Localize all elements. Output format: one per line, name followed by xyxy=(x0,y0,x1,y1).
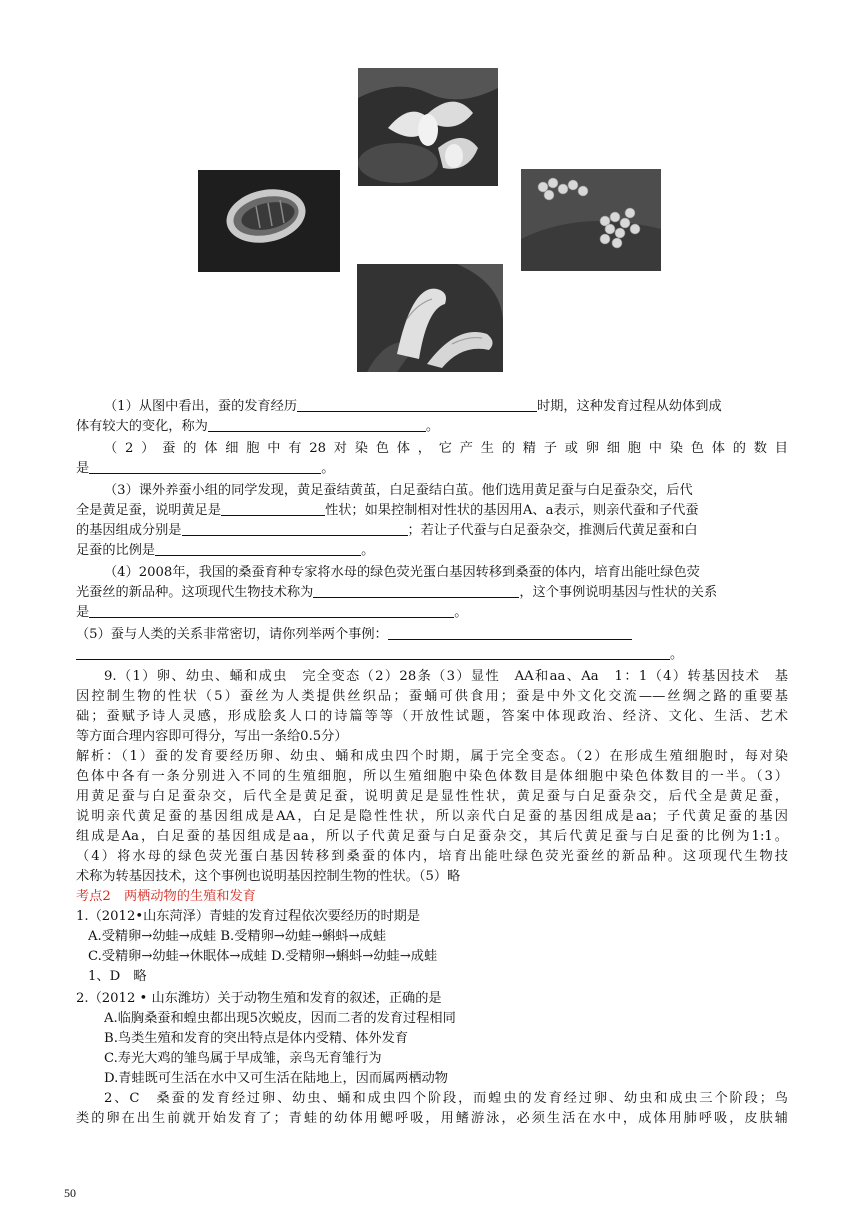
q9-part3-line3 xyxy=(76,521,788,540)
q2-stem: 2.（2012 • 山东潍坊）关于动物生殖和发育的叙述，正确的是 xyxy=(76,991,442,1006)
analysis-line3: 用黄足蚕与白足蚕杂交，后代全是黄足蚕，说明黄足是显性性状，黄足蚕与白足蚕杂交，后代全是黄足蚕， xyxy=(76,789,788,804)
answer9-line4: 等方面合理内容即可得分，写出一条给0.5分） xyxy=(76,729,348,744)
section-heading: 考点2 两栖动物的生殖和发育 xyxy=(76,889,256,904)
q9-part2-line1 xyxy=(104,439,788,458)
q9-text: （3）课外养蚕小组的同学发现，黄足蚕结黄茧，白足蚕结白茧。他们选用黄足蚕与白足蚕杂交，后代 xyxy=(104,483,693,498)
q9-part5-line1 xyxy=(76,625,788,644)
q9-part1-line1 xyxy=(104,397,788,416)
q9-text: 。 xyxy=(670,647,684,662)
analysis-line6: （4）将水母的绿色荧光蛋白基因转移到桑蚕的体内，培育出能吐绿色荧光蚕丝的新品种。这项现代生物技 xyxy=(76,849,788,864)
q9-text: ，这个事例说明基因与性状的关系 xyxy=(519,585,718,600)
analysis-line2: 色体中各有一条分别进入不同的生殖细胞，所以生殖细胞中染色体数目是体细胞中染色体数目的一半。（3） xyxy=(76,769,788,784)
q9-text: 。 xyxy=(454,605,468,620)
answer-blank[interactable] xyxy=(155,541,361,556)
q9-text: 足蚕的比例是 xyxy=(76,543,156,558)
answer-blank[interactable] xyxy=(182,521,408,536)
q2-option-b: B.鸟类生殖和发育的突出特点是体内受精、体外发育 xyxy=(104,1031,409,1046)
q9-text: 时期，这种发育过程从幼体到成 xyxy=(537,399,722,414)
q2-option-a: A.临胸桑蚕和蝗虫都出现5次蜕皮，因而二者的发育过程相同 xyxy=(104,1011,456,1026)
answer-blank[interactable] xyxy=(221,501,325,516)
q1-options-ab: A.受精卵→幼蛙→成蛙 B.受精卵→幼蛙→蝌蚪→成蛙 xyxy=(88,929,387,944)
q9-text: （5）蚕与人类的关系非常密切，请你列举两个事例： xyxy=(76,627,388,642)
moth-photo xyxy=(358,68,498,186)
q2-answer-line1: 2、C 桑蚕的发育经过卵、幼虫、蛹和成虫四个阶段，而蝗虫的发育经过卵、幼虫和成虫三个阶段；鸟 xyxy=(104,1091,788,1106)
q2-option-c: C.寿光大鸡的雏鸟属于早成雏，亲鸟无育雏行为 xyxy=(104,1051,382,1066)
q9-text: 。 xyxy=(361,543,375,558)
q1-options-cd: C.受精卵→幼蛙→休眠体→成蛙 D.受精卵→蝌蚪→幼蛙→成蛙 xyxy=(88,949,438,964)
q9-text: （1）从图中看出，蚕的发育经历 xyxy=(104,399,298,414)
q2-option-d: D.青蛙既可生活在水中又可生活在陆地上，因而属两栖动物 xyxy=(104,1071,448,1086)
analysis-line1: 解析：（1）蚕的发育要经历卵、幼虫、蛹和成虫四个时期，属于完全变态。（2）在形成生殖细胞时，每对染 xyxy=(76,749,788,764)
q9-part3-line2 xyxy=(76,501,788,520)
eggs-photo xyxy=(521,169,661,271)
analysis-line4: 说明亲代黄足蚕的基因组成是AA，白足是隐性性状，所以亲代白足蚕的基因组成是aa；子代黄足蚕的基因 xyxy=(76,809,788,824)
q9-part2-line2 xyxy=(76,459,788,478)
answer-blank[interactable] xyxy=(76,645,670,660)
answer9-line2: 因控制生物的性状（5）蚕丝为人类提供丝织品；蚕蛹可供食用；蚕是中外文化交流——丝绸之路的重要基 xyxy=(76,689,788,704)
q9-part1-line2 xyxy=(76,417,788,436)
answer-blank[interactable] xyxy=(313,583,519,598)
q9-text: 。 xyxy=(425,419,440,434)
q9-text: 体有较大的变化，称为 xyxy=(76,419,208,434)
q9-text: （4）2008年，我国的桑蚕育种专家将水母的绿色荧光蛋白基因转移到桑蚕的体内，培育出能吐绿色荧 xyxy=(104,565,700,580)
q2-answer-line2: 类的卵在出生前就开始发育了；青蛙的幼体用鳃呼吸，用鳍游泳，必须生活在水中，成体用肺呼吸，皮肤辅 xyxy=(76,1111,788,1126)
q9-text: 是 xyxy=(76,605,90,620)
analysis-line7: 术称为转基因技术，这个事例也说明基因控制生物的性状。（5）略 xyxy=(76,869,461,884)
answer9-line1: 9.（1）卵、幼虫、蛹和成虫 完全变态（2）28条（3）显性 AA和aa、Aa 1：1（4）转基因技术 基 xyxy=(104,669,788,684)
q9-text: ；若让子代蚕与白足蚕杂交，推测后代黄足蚕和白 xyxy=(407,523,698,538)
answer-blank[interactable] xyxy=(89,459,321,474)
answer9-line3: 础；蚕赋予诗人灵感，形成脍炙人口的诗篇等等（开放性试题，答案中体现政治、经济、文化、生活、艺术 xyxy=(76,709,788,724)
q1-answer: 1、D 略 xyxy=(88,969,147,984)
answer-blank[interactable] xyxy=(297,397,537,412)
q9-part4-line2 xyxy=(76,583,788,602)
q9-text: （2）蚕的体细胞中有28对染色体，它产生的精子或卵细胞中染色体的数目 xyxy=(104,441,788,456)
answer-blank[interactable] xyxy=(208,417,426,432)
cocoon-pupa-photo xyxy=(198,170,340,272)
answer-blank[interactable] xyxy=(89,603,454,618)
q9-part3-line1 xyxy=(104,481,788,500)
analysis-line5: 组成是Aa，白足蚕的基因组成是aa，所以子代黄足蚕与白足蚕杂交，其后代黄足蚕与白足蚕的比例为1:1。 xyxy=(76,829,788,844)
q9-part5-line2 xyxy=(76,645,788,664)
q9-part3-line4 xyxy=(76,541,788,560)
answer-blank[interactable] xyxy=(388,625,632,640)
q9-part4-line1 xyxy=(104,563,788,582)
q9-part4-line3 xyxy=(76,603,788,622)
larvae-photo xyxy=(357,264,503,372)
q9-text: 是 xyxy=(76,461,90,476)
q9-text: 。 xyxy=(321,461,335,476)
q9-text: 性状；如果控制相对性状的基因用A、a表示，则亲代蚕和子代蚕 xyxy=(325,503,699,518)
q9-text: 光蚕丝的新品种。这项现代生物技术称为 xyxy=(76,585,314,600)
q1-stem: 1.（2012•山东菏泽）青蛙的发育过程依次要经历的时期是 xyxy=(76,909,421,924)
page-number: 50 xyxy=(64,1186,76,1200)
q9-text: 全是黄足蚕，说明黄足是 xyxy=(76,503,222,518)
q9-text: 的基因组成分别是 xyxy=(76,523,182,538)
